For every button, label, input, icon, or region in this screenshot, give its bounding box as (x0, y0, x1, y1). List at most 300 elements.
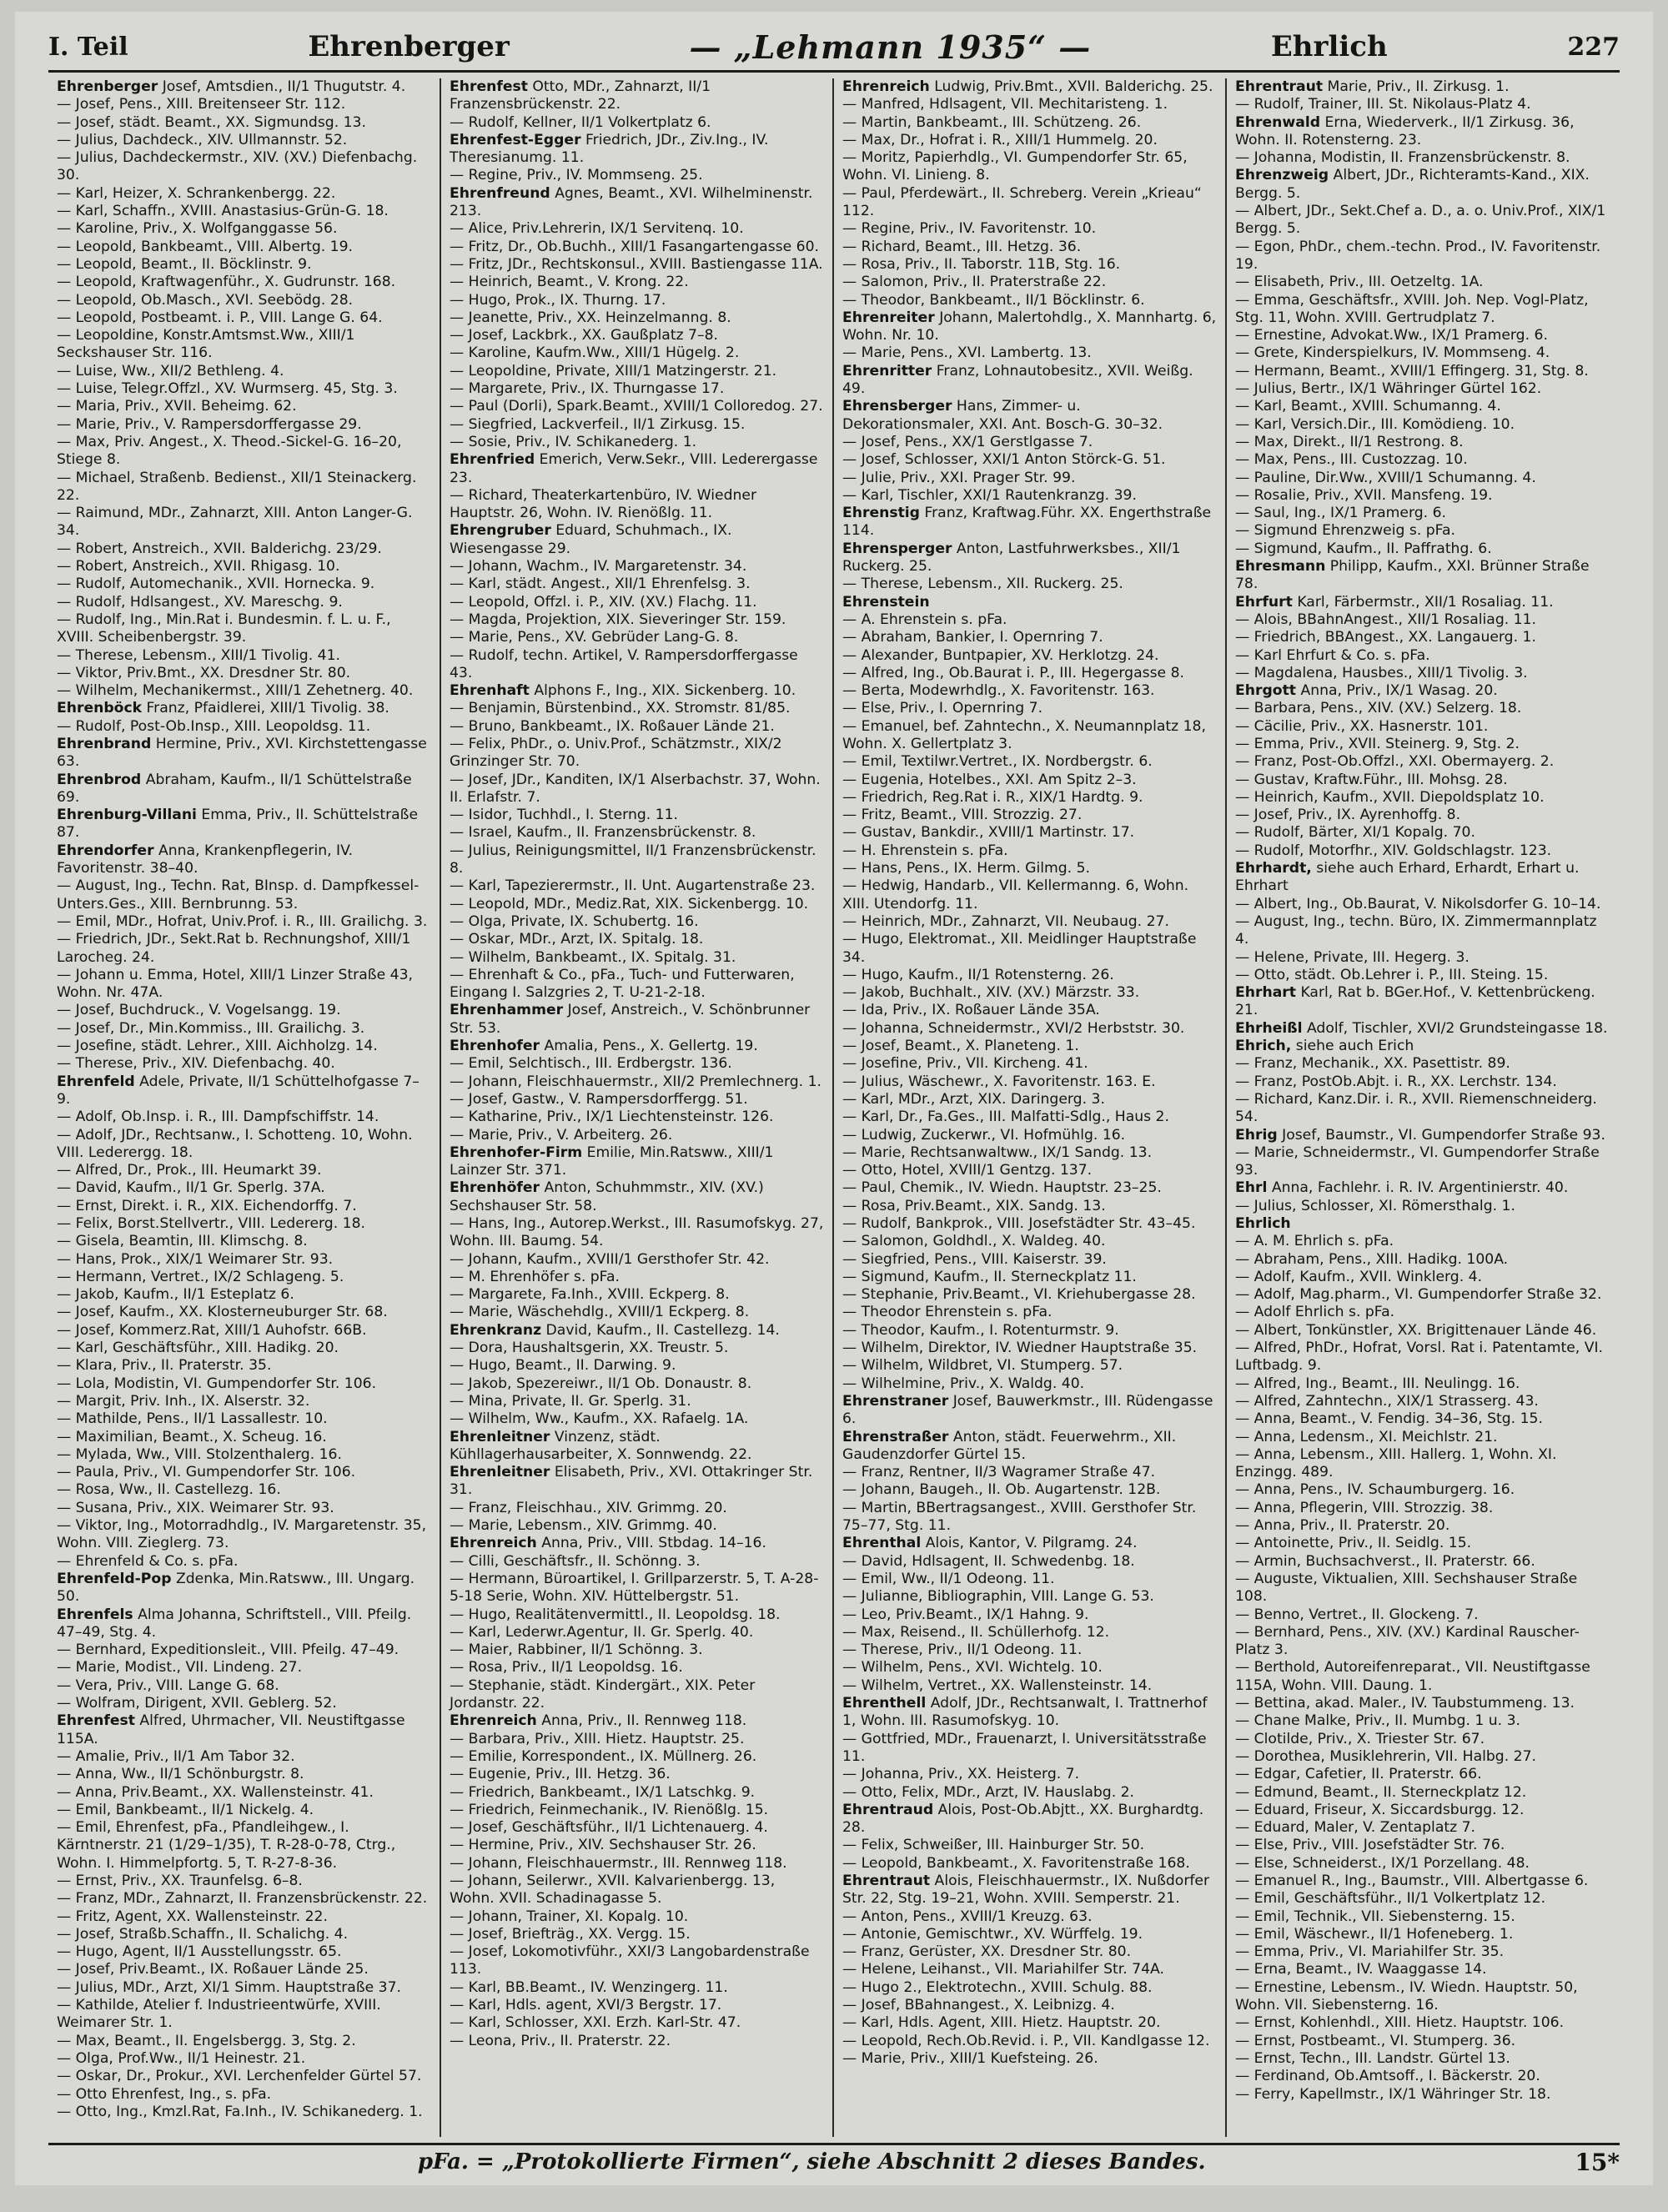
entry-text: — A. M. Ehrlich s. pFa. (1235, 1233, 1394, 1250)
directory-entry (450, 1908, 824, 1926)
entry-text: — Richard, Theaterkartenbüro, IV. Wiedner Hauptstr. 26, Wohn. IV. Rienößlg. 11. (450, 486, 757, 522)
entry-text: — Friedrich, Reg.Rat i. R., XIX/1 Hardtg. 9. (842, 788, 1143, 806)
header-first-entry: Ehrenberger (308, 30, 510, 63)
directory-entry (842, 772, 1217, 789)
directory-entry (1235, 2033, 1611, 2050)
directory-entry (57, 1322, 431, 1340)
directory-entry (450, 292, 824, 309)
directory-entry (57, 1038, 431, 1055)
entry-text: Alois, Post-Ob.Abjtt., XX. Burghardtg. 28. (842, 1801, 1204, 1837)
entry-surname: Ehrig (1235, 1126, 1278, 1144)
entry-text: — Sigmund, Kaufm., II. Sterneckplatz 11. (842, 1268, 1137, 1285)
directory-entry (1235, 1837, 1611, 1854)
directory-entry (450, 1712, 824, 1730)
entry-text: — Anna, Priv.Beamt., XX. Wallensteinstr. 41. (57, 1783, 374, 1801)
directory-entry (842, 682, 1217, 700)
directory-entry (1235, 1624, 1611, 1660)
directory-entry (1235, 665, 1611, 682)
entry-text: — Chane Malke, Priv., II. Mumbg. 1 u. 3. (1235, 1712, 1521, 1730)
directory-entry (450, 1251, 824, 1269)
directory-entry (842, 1393, 1217, 1429)
directory-entry (1235, 292, 1611, 328)
entry-text: — Fritz, Dr., Ob.Buchh., XIII/1 Fasangartengasse 60. (450, 238, 819, 255)
directory-entry (842, 1481, 1217, 1499)
entry-text: — Josef, Kaufm., XX. Klosterneuburger Str. 68. (57, 1304, 388, 1321)
entry-text: Philipp, Kaufm., XXI. Brünner Straße 78. (1235, 558, 1590, 593)
directory-entry (57, 309, 431, 327)
entry-text: — Otto, Hotel, XVIII/1 Gentzg. 137. (842, 1162, 1093, 1179)
directory-entry (1235, 1553, 1611, 1571)
entry-text: — Wilhelm, Ww., Kaufm., XX. Rafaelg. 1A. (450, 1410, 749, 1428)
directory-entry (1235, 2068, 1611, 2085)
directory-entry (57, 1109, 431, 1126)
directory-entry (57, 540, 431, 558)
directory-entry (1235, 1695, 1611, 1712)
directory-entry (842, 611, 1217, 629)
entry-text: — Emilie, Korrespondent., IX. Müllnerg. 26. (450, 1747, 757, 1765)
directory-entry (842, 1553, 1217, 1571)
directory-entry (450, 2014, 824, 2032)
directory-entry (842, 309, 1217, 345)
directory-entry (57, 1961, 431, 1978)
entry-text: — Johanna, Schneidermstr., XVI/2 Herbststr. 30. (842, 1019, 1185, 1037)
entry-surname: Ehrenfeld (57, 1073, 135, 1090)
entry-text: — Magdalena, Hausbes., XIII/1 Tivolig. 3. (1235, 664, 1528, 681)
entry-text: — Otto, Felix, MDr., Arzt, IV. Hauslabg. 2. (842, 1783, 1135, 1801)
entry-surname: Ehrenstraner (842, 1392, 949, 1410)
directory-entry (842, 967, 1217, 984)
entry-text: Josef, Bauwerkmstr., III. Rüdengasse 6. (842, 1392, 1213, 1428)
entry-text: — Josef, Gastw., V. Rampersdorffergg. 51. (450, 1090, 748, 1108)
directory-entry (450, 1429, 824, 1465)
directory-entry (842, 1127, 1217, 1144)
directory-entry (842, 1162, 1217, 1179)
directory-entry (1235, 753, 1611, 771)
entry-text: — Karl, Hdls. Agent, XIII. Hietz. Hauptstr. 20. (842, 2014, 1161, 2032)
page-number: 227 (1567, 32, 1620, 62)
directory-entry (842, 1588, 1217, 1606)
entry-text: — Marie, Schneidermstr., VI. Gumpendorfer Straße 93. (1235, 1144, 1600, 1179)
entry-text: — Berta, Modewrhdlg., X. Favoritenstr. 163. (842, 682, 1155, 700)
directory-entry (57, 203, 431, 220)
entry-text: — Hugo 2., Elektrotechn., XVIII. Schulg. 88. (842, 1978, 1153, 1996)
entry-text: — Isidor, Tuchhdl., I. Sterng. 11. (450, 807, 679, 824)
directory-entry (450, 1215, 824, 1251)
entry-text: — Gottfried, MDr., Frauenarzt, I. Universitätsstraße 11. (842, 1730, 1207, 1765)
directory-entry (842, 1144, 1217, 1162)
directory-entry (1235, 2050, 1611, 2068)
entry-text: — Rudolf, techn. Artikel, V. Rampersdorffergasse 43. (450, 646, 798, 681)
entry-text: — Armin, Buchsachverst., II. Praterstr. 66. (1235, 1552, 1535, 1570)
entry-text: — Alfred, Dr., Prok., III. Heumarkt 39. (57, 1162, 322, 1179)
entry-text: — Bernhard, Pens., XIV. (XV.) Kardinal Rauscher-Platz 3. (1235, 1623, 1580, 1659)
directory-entry (450, 647, 824, 683)
entry-text: — Karl, Heizer, X. Schrankenbergg. 22. (57, 184, 336, 202)
entry-text: — Josef, BBahnangest., X. Leibnizg. 4. (842, 1997, 1115, 2014)
entry-text: — Abraham, Pens., XIII. Hadikg. 100A. (1235, 1250, 1509, 1268)
directory-entry (450, 239, 824, 256)
directory-entry (57, 505, 431, 540)
entry-text: Alfred, Uhrmacher, VII. Neustiftgasse 115A. (57, 1712, 405, 1747)
entry-text: — Wilhelm, Wildbret, VI. Stumperg. 57. (842, 1357, 1123, 1375)
directory-entry (450, 1731, 824, 1748)
directory-entry (57, 967, 431, 1003)
entry-text: — Karoline, Priv., X. Wolfganggasse 56. (57, 220, 338, 238)
entry-text: — Ernestine, Advokat.Ww., IX/1 Pramerg. 6. (1235, 327, 1548, 344)
entry-text: — Ernst, Kohlenhdl., XIII. Hietz. Hauptstr. 106. (1235, 2014, 1565, 2032)
entry-text: — Otto, Ing., Kmzl.Rat, Fa.Inh., IV. Schikanederg. 1. (57, 2103, 423, 2120)
entry-text: — Fritz, Agent, XX. Wallensteinstr. 22. (57, 1908, 328, 1925)
directory-entry (842, 1606, 1217, 1624)
entry-text: Johann, Malertohdlg., X. Mannhartg. 6, Wohn. Nr. 10. (842, 309, 1217, 344)
entry-text: Karl, Rat b. BGer.Hof., V. Kettenbrückeng. 21. (1235, 984, 1595, 1019)
entry-text: Adele, Private, II/1 Schüttelhofgasse 7–9. (57, 1073, 420, 1108)
directory-entry (57, 149, 431, 185)
entry-text: — Amalie, Priv., II/1 Am Tabor 32. (57, 1747, 295, 1765)
entry-text: — Margarete, Priv., IX. Thurngasse 17. (450, 380, 725, 398)
directory-entry (450, 1375, 824, 1393)
entry-columns (48, 78, 1620, 2137)
entry-text: — Josef, Kommerz.Rat, XIII/1 Auhofstr. 66B. (57, 1321, 367, 1339)
directory-entry (842, 78, 1217, 96)
entry-text: — Regine, Priv., IV. Mommseng. 25. (450, 167, 703, 184)
directory-entry (450, 1659, 824, 1677)
directory-entry (1235, 1926, 1611, 1943)
entry-text: — Leopold, Ob.Masch., XVI. Seebödg. 28. (57, 291, 354, 309)
directory-entry (450, 1002, 824, 1038)
entry-text: — Eugenie, Priv., III. Hetzg. 36. (450, 1766, 671, 1783)
entry-text: — Else, Priv., I. Opernring 7. (842, 700, 1043, 717)
directory-entry (1235, 1712, 1611, 1730)
entry-text: — Rosa, Priv., II/1 Leopoldsg. 16. (450, 1659, 683, 1677)
entry-text: Alois, Kantor, V. Pilgramg. 24. (921, 1535, 1138, 1552)
entry-text: — Anna, Ledensm., XI. Meichlstr. 21. (1235, 1428, 1498, 1445)
directory-entry (842, 1109, 1217, 1126)
entry-text: Emerich, Verw.Sekr., VIII. Lederergasse 23. (450, 451, 818, 486)
entry-text: — Edmund, Beamt., II. Sterneckplatz 12. (1235, 1783, 1527, 1801)
entry-text: — Marie, Rechtsanwaltww., IX/1 Sandg. 13. (842, 1144, 1153, 1161)
entry-text: — Marie, Priv., XIII/1 Kuefsteing. 26. (842, 2049, 1098, 2067)
directory-entry (57, 1393, 431, 1410)
entry-text: Alphons F., Ing., XIX. Sickenberg. 10. (529, 682, 796, 700)
entry-text: — Emil, Ww., II/1 Odeong. 11. (842, 1570, 1055, 1587)
entry-surname: Ehrenfels (57, 1606, 133, 1623)
entry-text: — August, Ing., techn. Büro, IX. Zimmermannplatz 4. (1235, 912, 1597, 948)
directory-entry (842, 1269, 1217, 1286)
entry-text: — Josef, Dr., Min.Kommiss., III. Grailichg. 3. (57, 1019, 365, 1037)
entry-text: — Heinrich, Beamt., V. Krong. 22. (450, 274, 689, 291)
entry-text: — Berthold, Autoreifenreparat., VII. Neustiftgasse 115A, Wohn. VIII. Daung. 1. (1235, 1659, 1590, 1694)
entry-surname: Ehrenfreund (450, 184, 550, 202)
entry-surname: Ehrenwald (1235, 113, 1321, 131)
entry-text: — Gustav, Kraftw.Führ., III. Mohsg. 28. (1235, 771, 1508, 788)
entry-text: — Margit, Priv. Inh., IX. Alserstr. 32. (57, 1392, 310, 1410)
entry-surname: Ehrenbrod (57, 771, 142, 788)
entry-text: — Ehrenfeld & Co. s. pFa. (57, 1552, 239, 1570)
entry-surname: Ehrenhöfer (450, 1179, 540, 1197)
entry-surname: Ehrenleitner (450, 1428, 550, 1445)
directory-entry (1235, 629, 1611, 646)
entry-text: — Fritz, Beamt., VIII. Strozzig. 27. (842, 807, 1083, 824)
directory-entry (57, 1890, 431, 1908)
directory-entry (57, 1606, 431, 1642)
directory-entry (1235, 1446, 1611, 1482)
directory-entry (57, 1464, 431, 1481)
entry-text: — Leopold, Bankbeamt., X. Favoritenstraße 168. (842, 1854, 1190, 1872)
directory-entry (1235, 1535, 1611, 1552)
entry-text: — Abraham, Bankier, I. Opernring 7. (842, 629, 1103, 646)
entry-text: — Leopold, Rech.Ob.Revid. i. P., VII. Kandlgasse 12. (842, 2032, 1210, 2049)
directory-entry (842, 1198, 1217, 1215)
header-last-entry: Ehrlich (1270, 30, 1388, 63)
directory-entry (842, 540, 1217, 576)
directory-entry (1235, 1659, 1611, 1695)
entry-text: — Martin, Bankbeamt., III. Schützeng. 26. (842, 113, 1142, 131)
entry-text: — Jeanette, Priv., XX. Heinzelmanng. 8. (450, 309, 731, 326)
directory-entry (1235, 824, 1611, 842)
entry-text: — Emil, Geschäftsführ., II/1 Volkertplatz 12. (1235, 1890, 1546, 1908)
entry-text: — Siegfried, Pens., VIII. Kaiserstr. 39. (842, 1250, 1107, 1268)
entry-text: — Johann, Fleischhauermstr., XII/2 Premlechnerg. 1. (450, 1073, 821, 1090)
directory-entry (842, 149, 1217, 185)
entry-text: Vinzenz, städt. Kühllagerhausarbeiter, X. Sonnwendg. 22. (450, 1428, 752, 1463)
entry-text: — Marie, Priv., V. Arbeiterg. 26. (450, 1126, 673, 1144)
entry-text: — Anna, Pflegerin, VIII. Strozzig. 38. (1235, 1499, 1494, 1516)
directory-entry (842, 1215, 1217, 1233)
directory-entry (57, 256, 431, 274)
entry-surname: Ehrgott (1235, 682, 1296, 700)
directory-entry (57, 2086, 431, 2104)
directory-entry (57, 185, 431, 203)
entry-text: — Felix, PhDr., o. Univ.Prof., Schätzmstr., XIX/2 Grinzinger Str. 70. (450, 735, 782, 771)
entry-text: — Hermann, Büroartikel, I. Grillparzerstr. 5, T. A-28-5-18 Serie, Wohn. XIV. Hüttelbergstr. 51. (450, 1570, 819, 1606)
directory-entry (57, 1410, 431, 1428)
entry-text: — Karl, Tapezierermstr., II. Unt. Augartenstraße 23. (450, 877, 816, 895)
entry-text: — Anna, Lebensm., XIII. Hallerg. 1, Wohn. XI. Enzingg. 489. (1235, 1445, 1557, 1481)
directory-entry (57, 2068, 431, 2085)
entry-text: — Karoline, Kaufm.Ww., XIII/1 Hügelg. 2. (450, 344, 740, 362)
entry-surname: Ehrengruber (450, 522, 551, 540)
entry-text: — Marie, Lebensm., XIV. Grimmg. 40. (450, 1517, 717, 1535)
entry-text: — Alfred, Ing., Beamt., III. Neulingg. 16. (1235, 1375, 1520, 1392)
entry-text: — Julius, Reinigungsmittel, II/1 Franzensbrückenstr. 8. (450, 842, 816, 877)
entry-surname: Ehrenberger (57, 78, 158, 95)
entry-text: Emma, Priv., II. Schüttelstraße 87. (57, 807, 419, 842)
entry-surname: Ehrenthal (842, 1535, 922, 1552)
footer-note: pFa. = „Protokollierte Firmen“, siehe Abschnitt 2 dieses Bandes. (417, 2149, 1206, 2174)
entry-text: — Rudolf, Kellner, II/1 Volkertplatz 6. (450, 113, 711, 131)
directory-entry (1235, 1766, 1611, 1783)
directory-entry (450, 2033, 824, 2050)
directory-entry (1235, 1606, 1611, 1624)
directory-entry (57, 78, 431, 96)
entry-text: — Josef, Straßb.Schaffn., II. Schalichg. 4. (57, 1925, 349, 1943)
entry-text: — Hugo, Realitätenvermittl., II. Leopoldsg. 18. (450, 1606, 781, 1623)
directory-entry (57, 292, 431, 309)
entry-text: — Julius, Wäschewr., X. Favoritenstr. 163. E. (842, 1073, 1156, 1090)
entry-text: — Otto, städt. Ob.Lehrer i. P., III. Steing. 15. (1235, 966, 1549, 983)
directory-entry (842, 344, 1217, 362)
directory-entry (57, 96, 431, 113)
directory-entry (1235, 2086, 1611, 2104)
entry-text: — Julius, MDr., Arzt, XI/1 Simm. Hauptstraße 37. (57, 1978, 402, 1996)
directory-entry (842, 807, 1217, 824)
directory-entry (842, 451, 1217, 469)
entry-text: — Paul, Chemik., IV. Wiedn. Hauptstr. 23–25. (842, 1179, 1162, 1197)
directory-entry (1235, 718, 1611, 736)
directory-entry (1235, 1340, 1611, 1375)
directory-entry (1235, 522, 1611, 540)
directory-entry (450, 736, 824, 772)
entry-text: — Max, Pens., III. Custozzag. 10. (1235, 451, 1468, 469)
directory-entry (842, 1233, 1217, 1250)
entry-text: — Johanna, Priv., XX. Heisterg. 7. (842, 1766, 1080, 1783)
entry-text: Agnes, Beamt., XVI. Wilhelminenstr. 213. (450, 184, 813, 220)
entry-text: — Salomon, Priv., II. Praterstraße 22. (842, 274, 1107, 291)
directory-entry (1235, 239, 1611, 274)
directory-entry (1235, 274, 1611, 291)
entry-text: — Max, Priv. Angest., X. Theod.-Sickel-G. 16–20, Stiege 8. (57, 433, 402, 469)
entry-text: — Felix, Borst.Stellvertr., VIII. Ledererg. 18. (57, 1215, 365, 1232)
directory-entry (1235, 1375, 1611, 1393)
directory-entry (842, 1091, 1217, 1109)
entry-text: — Emanuel, bef. Zahntechn., X. Neumannplatz 18, Wohn. X. Gellertplatz 3. (842, 717, 1206, 752)
entry-text: siehe auch Erich (1291, 1038, 1414, 1055)
entry-text: — Robert, Anstreich., XVII. Rhigasg. 10. (57, 558, 340, 576)
directory-entry (842, 913, 1217, 931)
entry-text: Anton, städt. Feuerwehrm., XII. Gaudenzdorfer Gürtel 15. (842, 1428, 1177, 1463)
directory-entry (57, 665, 431, 682)
entry-text: — Dora, Haushaltsgerin, XX. Treustr. 5. (450, 1340, 729, 1357)
entry-text: — Leopold, Beamt., II. Böcklinstr. 9. (57, 255, 312, 273)
entry-text: — Salomon, Goldhdl., X. Waldeg. 40. (842, 1233, 1106, 1250)
entry-text: — Saul, Ing., IX/1 Pramerg. 6. (1235, 505, 1446, 522)
directory-entry (842, 665, 1217, 682)
directory-entry (842, 2050, 1217, 2068)
directory-entry (57, 1073, 431, 1109)
directory-entry (450, 487, 824, 523)
directory-entry (57, 1020, 431, 1038)
entry-text: — Rudolf, Trainer, III. St. Nikolaus-Platz 4. (1235, 96, 1531, 113)
entry-text: — Marie, Pens., XV. Gebrüder Lang-G. 8. (450, 629, 739, 646)
entry-text: — Emma, Priv., VI. Mariahilfer Str. 35. (1235, 1943, 1505, 1961)
entry-text: — Hedwig, Handarb., VII. Kellermanng. 6, Wohn. XIII. Utendorfg. 11. (842, 877, 1189, 912)
entry-text: — Johann, Fleischhauermstr., III. Rennweg 118. (450, 1854, 787, 1872)
page-header (48, 23, 1620, 73)
directory-entry (57, 1997, 431, 2033)
directory-entry (450, 1179, 824, 1215)
entry-text: — Hugo, Beamt., II. Darwing. 9. (450, 1357, 676, 1375)
directory-entry (450, 380, 824, 398)
directory-entry (57, 1908, 431, 1926)
entry-text: — Johann, Trainer, XI. Kopalg. 10. (450, 1908, 689, 1925)
directory-page (15, 12, 1653, 2185)
entry-text: — Gisela, Beamtin, III. Klimschg. 8. (57, 1233, 308, 1250)
entry-text: — Franz, Mechanik., XX. Pasettistr. 89. (1235, 1055, 1510, 1073)
entry-text: — Josefine, städt. Lehrer., XIII. Aichholzg. 14. (57, 1038, 378, 1055)
entry-text: — Susana, Priv., XIX. Weimarer Str. 93. (57, 1499, 334, 1516)
directory-entry (1235, 1144, 1611, 1180)
directory-entry (1235, 416, 1611, 434)
entry-text: — Jakob, Spezereiwr., II/1 Ob. Donaustr. 8. (450, 1375, 752, 1392)
entry-text: — Michael, Straßenb. Bedienst., XII/1 Steinackerg. 22. (57, 469, 417, 504)
entry-text: — Albert, JDr., Sekt.Chef a. D., a. o. Univ.Prof., XIX/1 Bergg. 5. (1235, 203, 1606, 238)
directory-entry (842, 1802, 1217, 1837)
entry-text: — A. Ehrenstein s. pFa. (842, 611, 1007, 628)
entry-text: — Rudolf, Motorfhr., XIV. Goldschlagstr. 123. (1235, 842, 1552, 859)
directory-entry (842, 1375, 1217, 1393)
directory-entry (450, 1641, 824, 1659)
entry-text: — Eduard, Friseur, X. Siccardsburgg. 12. (1235, 1801, 1525, 1818)
entry-text: — Luise, Telegr.Offzl., XV. Wurmserg. 45, Stg. 3. (57, 380, 398, 398)
entry-surname: Ehrensberger (842, 398, 952, 415)
directory-entry (1235, 1748, 1611, 1766)
directory-entry (842, 239, 1217, 256)
directory-entry (1235, 451, 1611, 469)
entry-text: — Rudolf, Post-Ob.Insp., XIII. Leopoldsg. 11. (57, 717, 371, 735)
directory-entry (450, 772, 824, 807)
directory-entry (57, 1429, 431, 1446)
entry-text: — Benno, Vertret., II. Glockeng. 7. (1235, 1606, 1479, 1623)
entry-text: — Josef, Priv., IX. Ayrenhoffg. 8. (1235, 807, 1461, 824)
entry-text: — Ludwig, Zuckerwr., VI. Hofmühlg. 16. (842, 1126, 1126, 1144)
directory-entry (842, 1500, 1217, 1536)
entry-surname: Ehrenthell (842, 1695, 927, 1712)
entry-text: — Therese, Priv., II/1 Odeong. 11. (842, 1641, 1083, 1659)
entry-text: — Anna, Ww., II/1 Schönburgstr. 8. (57, 1766, 304, 1783)
directory-entry (1235, 1127, 1611, 1144)
entry-text: — Sosie, Priv., IV. Schikanederg. 1. (450, 433, 697, 450)
directory-entry (57, 470, 431, 505)
entry-text: — Alfred, Ing., Ob.Baurat i. P., III. Hegergasse 8. (842, 664, 1184, 681)
directory-entry (842, 1659, 1217, 1677)
directory-entry (842, 842, 1217, 860)
entry-text: — Johann, Seilerwr., XVII. Kalvarienbergg. 13, Wohn. XVII. Schadinagasse 5. (450, 1872, 776, 1908)
directory-entry (450, 576, 824, 593)
entry-text: David, Kaufm., II. Castellezg. 14. (541, 1321, 780, 1339)
directory-entry (842, 1731, 1217, 1767)
entry-text: — Karl, MDr., Arzt, XIX. Daringerg. 3. (842, 1090, 1105, 1108)
directory-entry (842, 984, 1217, 1002)
directory-entry (1235, 1961, 1611, 1978)
directory-entry (57, 842, 431, 878)
entry-text: Franz, Kraftwag.Führ. XX. Engerthstraße 114. (842, 505, 1212, 540)
entry-text: Anna, Priv., IX/1 Wasag. 20. (1296, 682, 1498, 700)
directory-entry (450, 398, 824, 415)
entry-text: — Karl Ehrfurt & Co. s. pFa. (1235, 646, 1430, 664)
directory-entry (1235, 1979, 1611, 2015)
entry-text: — Robert, Anstreich., XVII. Balderichg. 23/29. (57, 540, 382, 557)
entry-text: — Hans, Ing., Autorep.Werkst., III. Rasumofskyg. 27, Wohn. III. Baumg. 54. (450, 1215, 824, 1250)
directory-entry (450, 132, 824, 168)
entry-text: — Ehrenhaft & Co., pFa., Tuch- und Futterwaren, Eingang I. Salzgries 2, T. U-21-2-18. (450, 966, 795, 1002)
entry-text: — Julius, Dachdeckermstr., XIV. (XV.) Diefenbachg. 30. (57, 149, 418, 184)
entry-text: — Sigmund Ehrenzweig s. pFa. (1235, 522, 1455, 540)
directory-entry (1235, 1908, 1611, 1926)
entry-surname: Ehrentraut (1235, 78, 1324, 95)
directory-entry (1235, 1251, 1611, 1269)
entry-text: — Rudolf, Bankprok., VIII. Josefstädter Str. 43–45. (842, 1215, 1196, 1232)
entry-text: — Josef, Geschäftsführ., II/1 Lichtenauerg. 4. (450, 1819, 768, 1837)
entry-text: — Marie, Pens., XVI. Lambertg. 13. (842, 344, 1092, 362)
entry-surname: Ehrich, (1235, 1038, 1292, 1055)
directory-entry (842, 1429, 1217, 1465)
entry-text: — Ernst, Direkt. i. R., XIX. Eichendorffg. 7. (57, 1197, 357, 1214)
directory-entry (450, 807, 824, 824)
directory-entry (842, 96, 1217, 113)
directory-entry (842, 1695, 1217, 1731)
entry-text: — Karl, BB.Beamt., IV. Wenzingerg. 11. (450, 1978, 728, 1996)
